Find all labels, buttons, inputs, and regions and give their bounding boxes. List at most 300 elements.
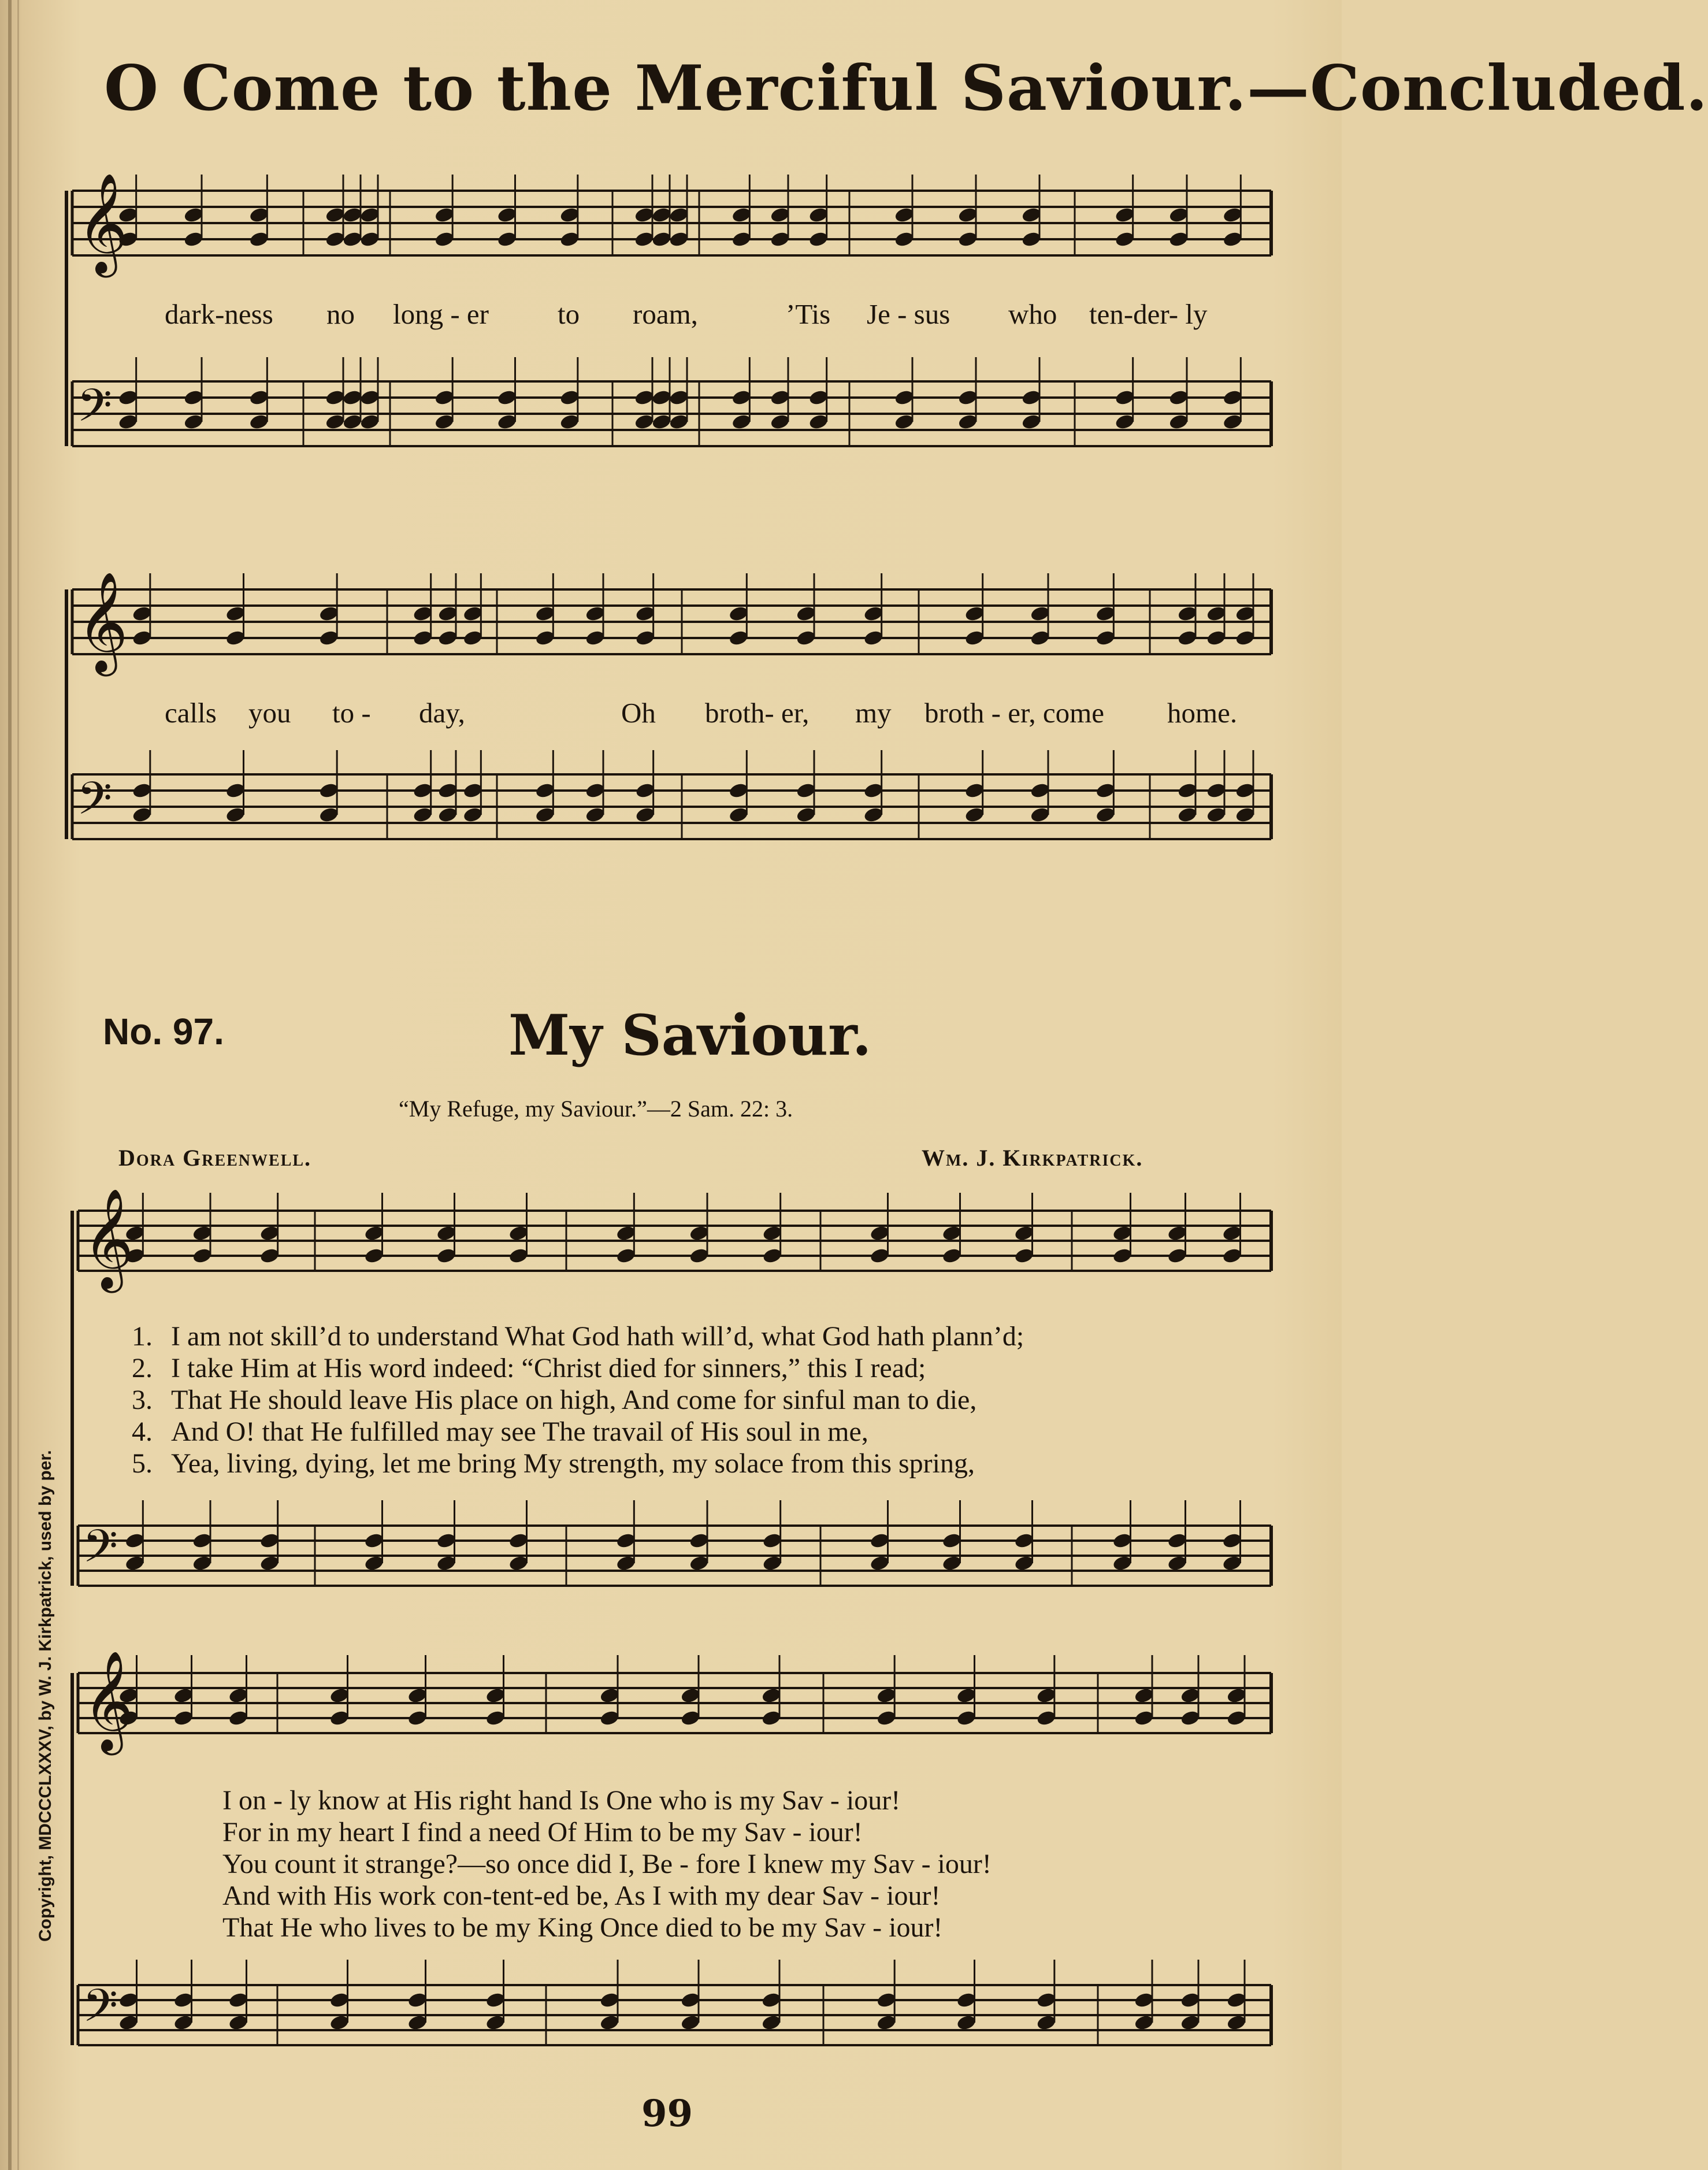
note-head [319, 629, 339, 646]
note-head [1168, 389, 1189, 406]
verse-line [132, 1416, 868, 1448]
note-head [770, 389, 790, 406]
note-head [808, 389, 829, 406]
note-head [957, 231, 978, 247]
note-head [413, 782, 433, 799]
note-head [342, 389, 362, 406]
note-head [796, 629, 816, 646]
note-head [1167, 1555, 1187, 1571]
verse-number: 3. [132, 1385, 153, 1415]
note-head [249, 389, 269, 406]
lyric-syllable: to - [332, 697, 371, 729]
note-head [485, 2014, 506, 2031]
note-head [228, 2014, 248, 2031]
note-head [485, 1709, 506, 1726]
note-head [942, 1225, 962, 1241]
note-head [192, 1555, 212, 1571]
note-head [1134, 1687, 1154, 1704]
note-head [616, 1247, 636, 1264]
lyric-syllable: dark-ness [165, 298, 273, 330]
note-head [689, 1555, 709, 1571]
note-head [463, 629, 483, 646]
note-head [259, 1532, 280, 1549]
note-head [1206, 806, 1226, 823]
verse-number: 4. [132, 1416, 153, 1447]
note-head [1036, 1991, 1056, 2008]
note-head [1206, 629, 1226, 646]
refrain-line: You count it strange?—so once did I, Be - fore I knew my Sav - iour! [222, 1849, 992, 1879]
clef-icon: 𝄢 [83, 1520, 118, 1584]
note-head [225, 605, 246, 622]
note-head [325, 206, 345, 223]
note-head [437, 629, 458, 646]
note-head [585, 782, 605, 799]
hymn-title: My Saviour. [508, 1003, 872, 1068]
note-head [463, 806, 483, 823]
note-head [1030, 629, 1050, 646]
note-head [436, 1532, 456, 1549]
note-head [957, 206, 978, 223]
note-head [497, 206, 517, 223]
note-head [225, 629, 246, 646]
note-head [436, 1225, 456, 1241]
note-head [364, 1555, 384, 1571]
lyric-syllable: ten-der- ly [1089, 298, 1208, 330]
note-head [342, 231, 362, 247]
lyric-syllable: calls [165, 697, 217, 729]
note-head [118, 2014, 139, 2031]
note-head [436, 1247, 456, 1264]
note-head [364, 1247, 384, 1264]
lyric-syllable: no [326, 298, 355, 330]
note-head [132, 782, 152, 799]
verse-text: Yea, living, dying, let me bring My strength, my solace from this spring, [171, 1448, 975, 1479]
note-head [957, 389, 978, 406]
note-head [183, 231, 203, 247]
note-head [585, 629, 605, 646]
note-head [1226, 1991, 1246, 2008]
hymn-author: Dora Greenwell. [118, 1145, 312, 1171]
verse-text: And O! that He fulfilled may see The travail of His soul in me, [171, 1416, 868, 1447]
note-head [732, 231, 752, 247]
verse-text: That He should leave His place on high, And come for sinful man to die, [171, 1385, 977, 1415]
note-head [125, 1532, 145, 1549]
note-head [192, 1532, 212, 1549]
note-head [689, 1225, 709, 1241]
note-head [680, 2014, 700, 2031]
note-head [359, 206, 380, 223]
note-head [437, 782, 458, 799]
note-head [796, 605, 816, 622]
note-head [870, 1555, 890, 1571]
note-head [863, 782, 883, 799]
note-head [359, 389, 380, 406]
note-head [634, 389, 654, 406]
lyric-syllable: roam, [633, 298, 698, 330]
note-head [770, 231, 790, 247]
note-head [762, 1555, 782, 1571]
note-head [559, 413, 580, 430]
note-head [173, 1687, 194, 1704]
clef-icon: 𝄢 [77, 380, 113, 443]
note-head [342, 413, 362, 430]
verse-text: I take Him at His word indeed: “Christ died for sinners,” this I read; [171, 1353, 926, 1383]
note-head [435, 231, 455, 247]
note-head [942, 1532, 962, 1549]
note-head [894, 206, 914, 223]
note-head [1115, 413, 1135, 430]
refrain-line: That He who lives to be my King Once died to be my Sav - iour! [222, 1912, 943, 1943]
note-head [437, 605, 458, 622]
note-head [132, 629, 152, 646]
note-head [413, 605, 433, 622]
note-head [635, 629, 655, 646]
note-head [1180, 1687, 1200, 1704]
verse-text: I am not skill’d to understand What God hath will’d, what God hath plann’d; [171, 1321, 1024, 1352]
note-head [1014, 1532, 1034, 1549]
lyric-syllable: to [558, 298, 580, 330]
note-head [729, 782, 749, 799]
note-head [634, 413, 654, 430]
note-head [497, 413, 517, 430]
note-head [761, 1709, 781, 1726]
note-head [1030, 605, 1050, 622]
note-head [118, 389, 138, 406]
note-head [325, 413, 345, 430]
note-head [599, 2014, 619, 2031]
note-head [463, 782, 483, 799]
note-head [964, 782, 985, 799]
note-head [1112, 1532, 1133, 1549]
clef-icon: 𝄞 [83, 1188, 134, 1289]
note-head [732, 413, 752, 430]
verse-number: 5. [132, 1448, 153, 1479]
note-head [192, 1225, 212, 1241]
note-head [877, 1687, 897, 1704]
note-head [1177, 806, 1197, 823]
note-head [894, 231, 914, 247]
note-head [863, 806, 883, 823]
note-head [634, 206, 654, 223]
note-head [762, 1532, 782, 1549]
note-head [1021, 231, 1041, 247]
note-head [808, 413, 829, 430]
note-head [1235, 782, 1255, 799]
note-head [1014, 1225, 1034, 1241]
note-head [762, 1225, 782, 1241]
note-head [634, 231, 654, 247]
note-head [1112, 1555, 1133, 1571]
note-head [870, 1225, 890, 1241]
note-head [485, 1687, 506, 1704]
note-head [183, 413, 203, 430]
note-head [435, 413, 455, 430]
note-head [1226, 1709, 1246, 1726]
note-head [407, 1991, 428, 2008]
note-head [183, 206, 203, 223]
note-head [1177, 782, 1197, 799]
clef-icon: 𝄢 [77, 773, 113, 836]
lyric-syllable: long - er [393, 298, 489, 330]
note-head [1223, 206, 1243, 223]
note-head [508, 1247, 529, 1264]
note-head [599, 1709, 619, 1726]
note-head [585, 806, 605, 823]
note-head [1226, 2014, 1246, 2031]
note-head [635, 806, 655, 823]
note-head [1167, 1225, 1187, 1241]
note-head [118, 1991, 139, 2008]
note-head [732, 206, 752, 223]
note-head [651, 389, 671, 406]
note-head [118, 413, 138, 430]
lyric-syllable: home. [1167, 697, 1238, 729]
note-head [1112, 1225, 1133, 1241]
refrain-line: For in my heart I find a need Of Him to be my Sav - iour! [222, 1817, 863, 1848]
note-head [808, 231, 829, 247]
note-head [1206, 605, 1226, 622]
note-head [535, 782, 555, 799]
note-head [1134, 1709, 1154, 1726]
note-head [559, 231, 580, 247]
note-head [1096, 629, 1116, 646]
note-head [413, 806, 433, 823]
note-head [863, 605, 883, 622]
note-head [669, 413, 689, 430]
note-head [435, 389, 455, 406]
note-head [1134, 2014, 1154, 2031]
note-head [680, 1687, 700, 1704]
note-head [1036, 1709, 1056, 1726]
note-head [407, 2014, 428, 2031]
note-head [364, 1225, 384, 1241]
note-head [1223, 231, 1243, 247]
note-head [957, 413, 978, 430]
note-head [1036, 2014, 1056, 2031]
note-head [870, 1532, 890, 1549]
note-head [1096, 605, 1116, 622]
note-head [689, 1532, 709, 1549]
note-head [808, 206, 829, 223]
verse-line [132, 1352, 926, 1384]
note-head [228, 1709, 248, 1726]
note-head [1167, 1247, 1187, 1264]
note-head [729, 806, 749, 823]
note-head [1206, 782, 1226, 799]
note-head [761, 2014, 781, 2031]
note-head [1014, 1247, 1034, 1264]
note-head [437, 806, 458, 823]
note-head [732, 389, 752, 406]
note-head [1021, 206, 1041, 223]
note-head [599, 1687, 619, 1704]
lyric-syllable: you [248, 697, 291, 729]
note-head [956, 2014, 976, 2031]
note-head [1235, 605, 1255, 622]
note-head [729, 605, 749, 622]
note-head [329, 2014, 350, 2031]
note-head [964, 629, 985, 646]
note-head [796, 806, 816, 823]
note-head [1036, 1687, 1056, 1704]
verse-number: 1. [132, 1321, 153, 1352]
refrain-line: I on - ly know at His right hand Is One who is my Sav - iour! [222, 1785, 901, 1816]
note-head [1030, 782, 1050, 799]
note-head [192, 1247, 212, 1264]
lyric-syllable: Oh [621, 697, 656, 729]
lyric-syllable: day, [419, 697, 465, 729]
note-head [680, 1709, 700, 1726]
note-head [689, 1247, 709, 1264]
note-head [1021, 413, 1041, 430]
note-head [535, 806, 555, 823]
note-head [942, 1247, 962, 1264]
note-head [669, 206, 689, 223]
verse-line [132, 1384, 976, 1416]
note-head [762, 1247, 782, 1264]
clef-icon: 𝄞 [83, 1650, 134, 1751]
note-head [1222, 1532, 1242, 1549]
note-head [635, 782, 655, 799]
note-head [407, 1687, 428, 1704]
lyric-syllable: my [855, 697, 892, 729]
note-head [225, 806, 246, 823]
note-head [1167, 1532, 1187, 1549]
verse-line [132, 1320, 1024, 1352]
note-head [1180, 1709, 1200, 1726]
note-head [249, 206, 269, 223]
note-head [1177, 605, 1197, 622]
note-head [616, 1555, 636, 1571]
note-head [585, 605, 605, 622]
note-head [407, 1709, 428, 1726]
note-head [1112, 1247, 1133, 1264]
note-head [877, 1991, 897, 2008]
lyric-syllable: Je - sus [867, 298, 950, 330]
clef-icon: 𝄞 [77, 572, 128, 672]
note-head [249, 231, 269, 247]
note-head [651, 413, 671, 430]
note-head [559, 389, 580, 406]
note-head [1177, 629, 1197, 646]
note-head [956, 1709, 976, 1726]
note-head [508, 1532, 529, 1549]
note-head [863, 629, 883, 646]
note-head [770, 206, 790, 223]
note-head [132, 605, 152, 622]
note-head [364, 1532, 384, 1549]
note-head [228, 1687, 248, 1704]
note-head [259, 1225, 280, 1241]
note-head [132, 806, 152, 823]
note-head [1235, 806, 1255, 823]
note-head [359, 231, 380, 247]
note-head [964, 806, 985, 823]
note-head [635, 605, 655, 622]
note-head [1222, 1555, 1242, 1571]
note-head [535, 605, 555, 622]
note-head [183, 389, 203, 406]
note-head [125, 1555, 145, 1571]
note-head [329, 1687, 350, 1704]
note-head [249, 413, 269, 430]
lyric-syllable: ’Tis [786, 298, 831, 330]
note-head [870, 1247, 890, 1264]
note-head [877, 2014, 897, 2031]
note-head [325, 231, 345, 247]
verse-line [132, 1448, 975, 1479]
note-head [1180, 1991, 1200, 2008]
note-head [669, 231, 689, 247]
note-head [1014, 1555, 1034, 1571]
note-head [225, 782, 246, 799]
note-head [761, 1687, 781, 1704]
note-head [894, 389, 914, 406]
copyright-notice: Copyright, MDCCCLXXXV, by W. J. Kirkpatrick, used by per. [36, 1450, 55, 1942]
note-head [1134, 1991, 1154, 2008]
note-head [651, 231, 671, 247]
note-head [508, 1225, 529, 1241]
note-head [1168, 413, 1189, 430]
note-head [651, 206, 671, 223]
note-head [329, 1709, 350, 1726]
verse-number: 2. [132, 1353, 153, 1383]
lyric-syllable: broth- er, [705, 697, 810, 729]
note-head [259, 1247, 280, 1264]
note-head [761, 1991, 781, 2008]
note-head [319, 782, 339, 799]
note-head [1021, 389, 1041, 406]
note-head [359, 413, 380, 430]
note-head [942, 1555, 962, 1571]
note-head [1115, 206, 1135, 223]
note-head [964, 605, 985, 622]
note-head [616, 1225, 636, 1241]
note-head [770, 413, 790, 430]
note-head [1115, 231, 1135, 247]
note-head [1223, 413, 1243, 430]
note-head [535, 629, 555, 646]
note-head [616, 1532, 636, 1549]
hymn-epigraph: “My Refuge, my Saviour.”—2 Sam. 22: 3. [399, 1096, 793, 1122]
hymn-composer: Wm. J. Kirkpatrick. [922, 1145, 1143, 1171]
note-head [463, 605, 483, 622]
note-head [173, 1991, 194, 2008]
note-head [173, 1709, 194, 1726]
note-head [413, 629, 433, 646]
note-head [956, 1687, 976, 1704]
note-head [508, 1555, 529, 1571]
note-head [1030, 806, 1050, 823]
note-head [259, 1555, 280, 1571]
note-head [599, 1991, 619, 2008]
note-head [796, 782, 816, 799]
note-head [485, 1991, 506, 2008]
note-head [1223, 389, 1243, 406]
note-head [1096, 806, 1116, 823]
note-head [325, 389, 345, 406]
note-head [1235, 629, 1255, 646]
note-head [894, 413, 914, 430]
note-head [1180, 2014, 1200, 2031]
clef-icon: 𝄢 [83, 1980, 118, 2043]
page-number: 99 [641, 2092, 693, 2135]
note-head [1096, 782, 1116, 799]
note-head [956, 1991, 976, 2008]
note-head [729, 629, 749, 646]
hymn-number: No. 97. [103, 1011, 224, 1052]
refrain-line: And with His work con-tent-ed be, As I with my dear Sav - iour! [222, 1880, 941, 1911]
